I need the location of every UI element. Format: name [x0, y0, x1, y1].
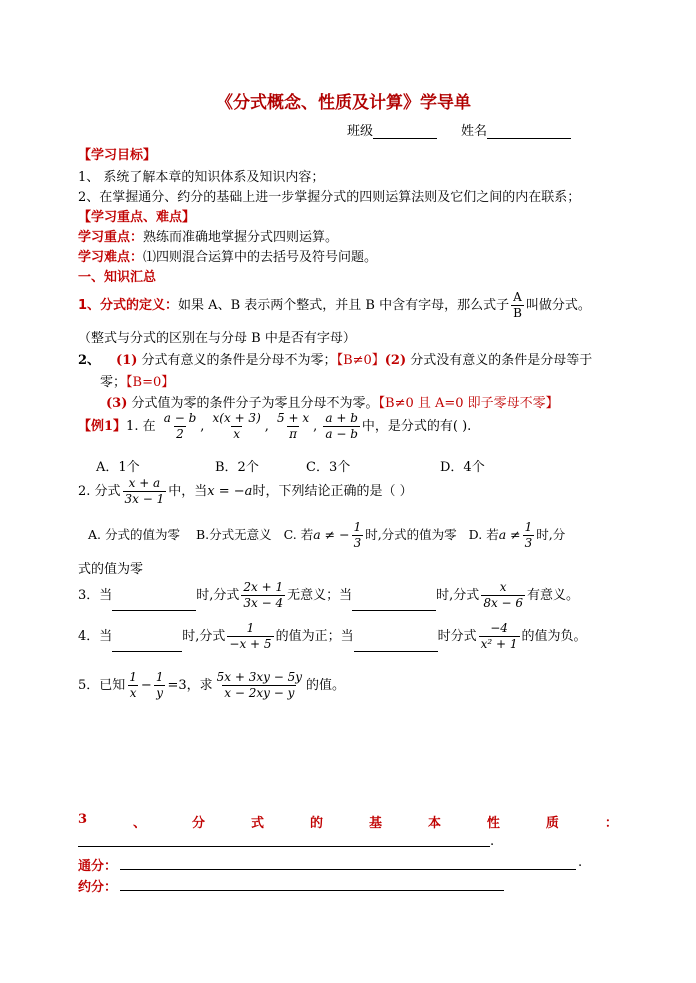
option-a[interactable]: A．1个	[96, 460, 140, 475]
answer-blank[interactable]	[112, 637, 182, 652]
def-note: （整式与分式的区别在与分母 B 中是否有字母）	[78, 331, 356, 346]
fraction: $\frac{a - b}{2}$	[163, 411, 197, 441]
answer-blank[interactable]	[352, 596, 436, 611]
diff-text: ⑴四则混合运算中的去括号及符号问题。	[143, 250, 378, 265]
fraction: $\frac{5x + 3xy - 5y}{x - 2xy - y}$	[216, 670, 303, 700]
fraction: $\frac{x(x + 3)}{x}$	[212, 411, 261, 441]
def-text: 如果 A、B 表示两个整式，并且 B 中含有字母，那么式子	[178, 298, 510, 313]
option-d[interactable]: D. 若a ≠ $\frac{1}{3}$ 时,分	[468, 520, 566, 550]
option-d[interactable]: D．4个	[440, 460, 485, 475]
name-field[interactable]	[461, 120, 571, 139]
option-c[interactable]: C．3个	[306, 460, 351, 475]
def-fraction: $\frac{A}{B}$	[513, 290, 522, 320]
answer-blank[interactable]	[112, 596, 196, 611]
question-4: 4．当 时,分式 $\frac{1}{-x + 5}$ 的值为正；当 时分式 $\frac{-4}{\text{x² + 1}}$ 的值为负。	[78, 621, 587, 651]
section3-line[interactable]	[78, 846, 490, 847]
condition-line-3: (3) 分式值为零的条件分子为零且分母不为零。【B≠0 且 A=0 即子零母不零】	[106, 396, 559, 411]
fraction: $\frac{1}{y}$	[155, 670, 164, 700]
fraction: $\frac{-4}{\text{x² + 1}}$	[480, 621, 518, 651]
goal-item-1: 1、 系统了解本章的知识体系及知识内容；	[78, 170, 325, 185]
answer-blank[interactable]	[354, 637, 438, 652]
focus-diff	[78, 246, 377, 265]
example-label: 【例1】	[78, 419, 127, 434]
def-tail: 叫做分式。	[525, 298, 591, 313]
def-label: 1、分式的定义：	[78, 298, 179, 313]
tongfen-label: 通分：	[78, 859, 118, 874]
section3-heading: 3 、 分 式 的 基 本 性 质 ：	[78, 812, 618, 831]
class-label: 班级	[347, 124, 374, 139]
section-heading: 一、知识汇总	[78, 270, 157, 285]
option-b[interactable]: B.分式无意义	[195, 527, 272, 542]
example1-question: 【例1】1. 在 $\frac{a - b}{2}$ , $\frac{x(x + 3)}{x}$ , $\frac{5 + x}{\pi}$ , $\frac{a + b}{a - b}$ 中，是分式的有( ).	[78, 411, 472, 441]
class-field[interactable]	[347, 120, 437, 139]
definition-line	[78, 290, 591, 321]
option-c[interactable]: C. 若a ≠ − $\frac{1}{3}$ 时,分式的值为零	[283, 520, 457, 550]
question-2-options	[88, 520, 565, 551]
section3-dot: .	[490, 834, 495, 849]
fraction: $\frac{x + a}{3x - 1}$	[124, 476, 165, 506]
yuefen-line[interactable]	[120, 890, 504, 891]
condition-line-2: 零；【B=0】	[100, 375, 175, 390]
focus-key	[78, 226, 338, 245]
question-2-cont: 式的值为零	[78, 562, 144, 577]
option-b[interactable]: B．2个	[215, 460, 259, 475]
tongfen-dot: .	[578, 855, 583, 870]
question-3: 3．当 时,分式 $\frac{2x + 1}{3x - 4}$ 无意义；当 时,分式 $\frac{x}{8x - 6}$ 有意义。	[78, 580, 580, 610]
condition-line-1: 2、 (1) 分式有意义的条件是分母不为零；【B≠0】(2) 分式没有意义的条件是分母等于	[78, 353, 593, 368]
focus-heading: 【学习重点、难点】	[78, 210, 196, 225]
diff-label: 学习难点：	[78, 250, 144, 265]
fraction: $\frac{1}{-x + 5}$	[229, 621, 272, 651]
fraction: $\frac{2x + 1}{3x - 4}$	[243, 580, 284, 610]
key-label: 学习重点：	[78, 230, 144, 245]
question-2: 2. 分式 $\frac{x + a}{3x - 1}$ 中，当x = −a时，下列结论正确的是（ ）	[78, 476, 413, 506]
goals-heading: 【学习目标】	[78, 148, 157, 163]
page-title: 《分式概念、性质及计算》学导单	[216, 93, 471, 113]
goal-item-2: 2、在掌握通分、约分的基础上进一步掌握分式的四则运算法则及它们之间的内在联系；	[78, 190, 581, 205]
fraction: $\frac{x}{8x - 6}$	[483, 580, 524, 610]
fraction: $\frac{5 + x}{\pi}$	[277, 411, 310, 441]
option-a[interactable]: A. 分式的值为零	[88, 527, 180, 542]
tongfen-line[interactable]	[120, 869, 576, 870]
question-5: 5．已知 $\frac{1}{x}$ − $\frac{1}{y}$ =3，求 $\frac{5x + 3xy - 5y}{x - 2xy - y}$ 的值。	[78, 670, 346, 700]
key-text: 熟练而准确地掌握分式四则运算。	[143, 230, 339, 245]
fraction: $\frac{1}{x}$	[129, 670, 137, 700]
yuefen-label: 约分：	[78, 880, 118, 895]
name-label: 姓名	[461, 124, 488, 139]
fraction: $\frac{a + b}{a - b}$	[325, 411, 358, 441]
